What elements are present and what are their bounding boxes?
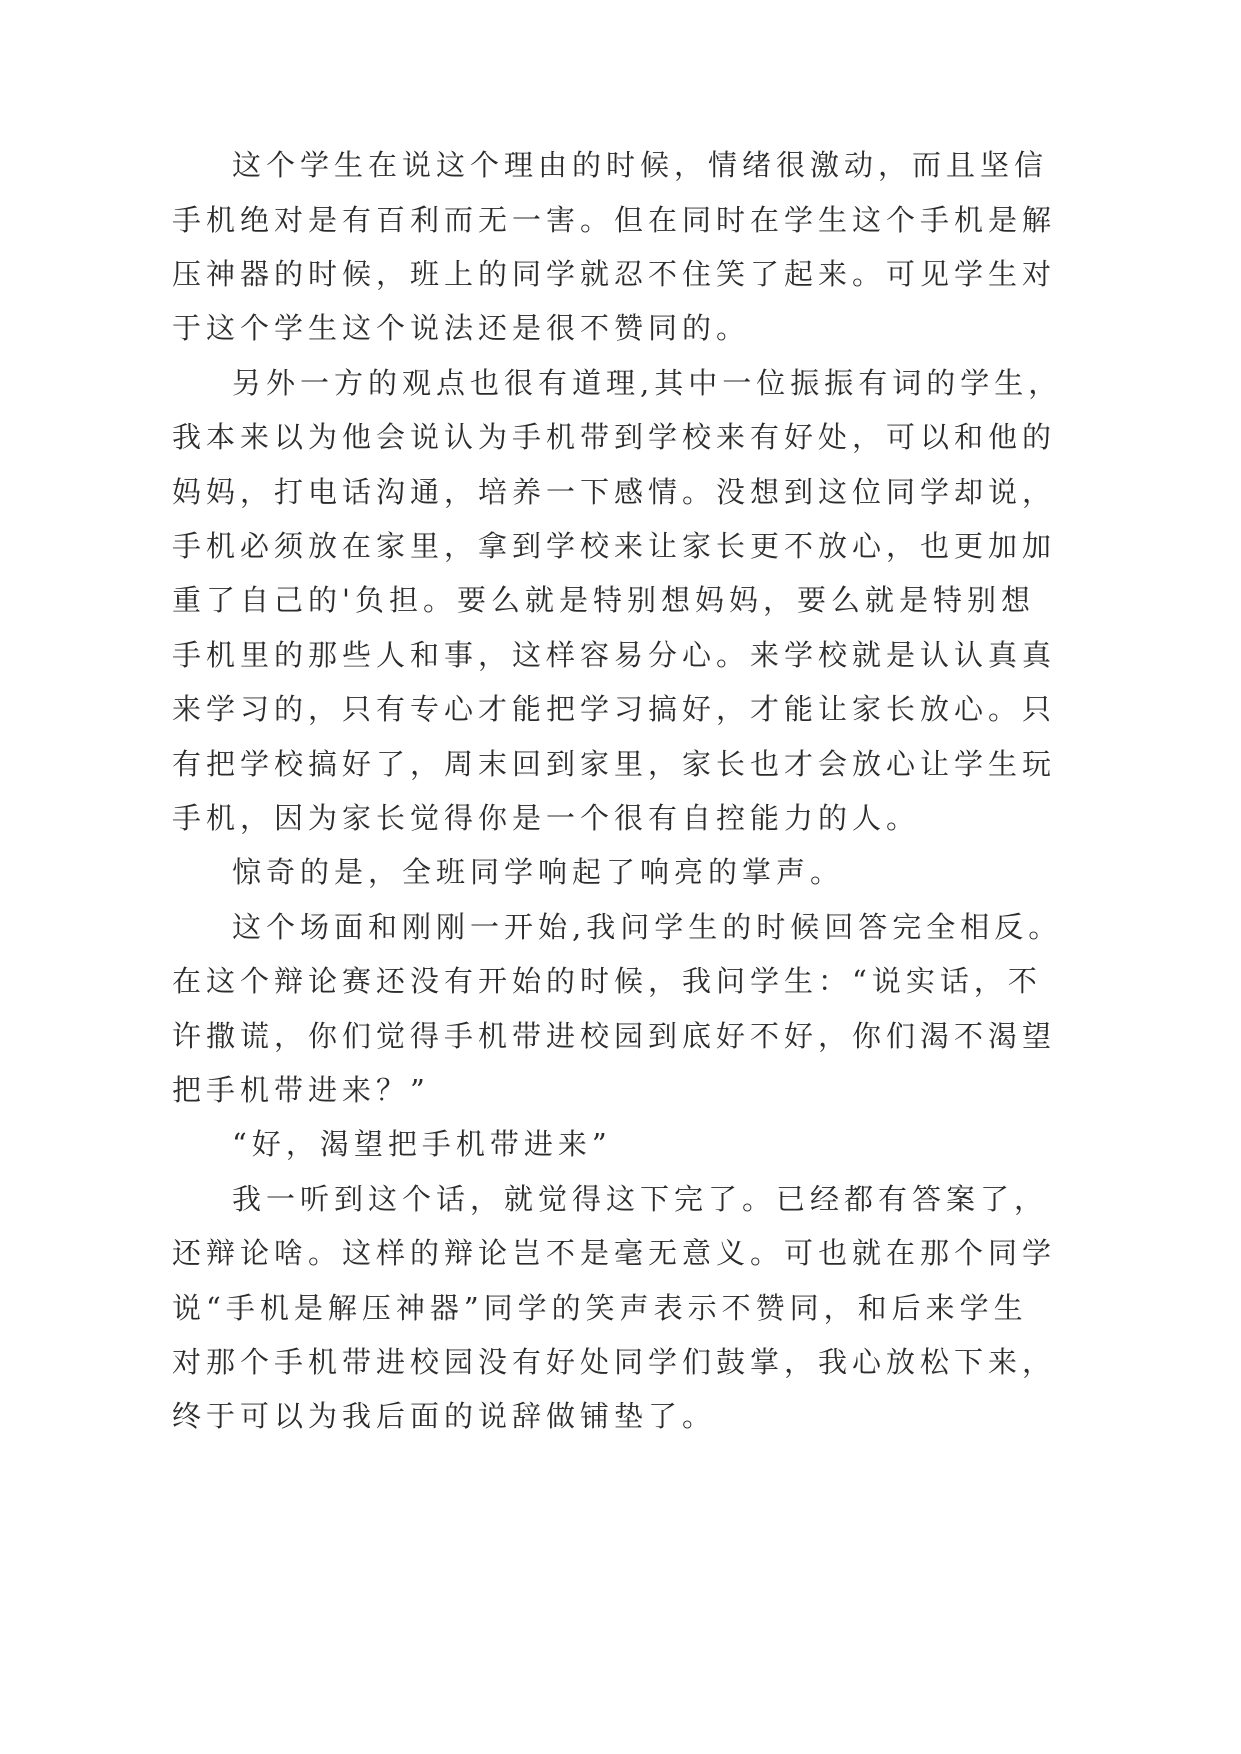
text-line: 另外一方的观点也很有道理,其中一位振振有词的学生， [232,366,1063,400]
text-line: 压神器的时候，班上的同学就忍不住笑了起来。可见学生对 [172,257,1057,291]
text-line: 手机里的那些人和事，这样容易分心。来学校就是认认真真 [172,638,1057,672]
text-line: 妈妈，打电话沟通，培养一下感情。没想到这位同学却说， [172,475,1057,509]
text-line: 我本来以为他会说认为手机带到学校来有好处，可以和他的 [172,420,1057,454]
text-line: 对那个手机带进校园没有好处同学们鼓掌，我心放松下来， [172,1345,1057,1379]
text-line: 终于可以为我后面的说辞做铺垫了。 [172,1399,717,1433]
text-line: 许撒谎，你们觉得手机带进校园到底好不好，你们渴不渴望 [172,1019,1057,1053]
text-line: 在这个辩论赛还没有开始的时候，我问学生：“说实话，不 [172,964,1042,998]
text-line: 还辩论啥。这样的辩论岂不是毫无意义。可也就在那个同学 [172,1236,1057,1270]
text-line: 这个学生在说这个理由的时候，情绪很激动，而且坚信 [232,148,1049,182]
text-line: 于这个学生这个说法还是很不赞同的。 [172,311,751,345]
text-line: 手机，因为家长觉得你是一个很有自控能力的人。 [172,801,921,835]
text-line: 把手机带进来？” [172,1073,430,1107]
text-line: 说“手机是解压神器”同学的笑声表示不赞同，和后来学生 [172,1291,1028,1325]
text-line: 重了自己的'负担。要么就是特别想妈妈，要么就是特别想 [172,583,1035,617]
text-line: 有把学校搞好了，周末回到家里，家长也才会放心让学生玩 [172,747,1057,781]
text-line: “好，渴望把手机带进来” [232,1127,612,1161]
text-line: 惊奇的是，全班同学响起了响亮的掌声。 [232,855,845,889]
text-line: 来学习的，只有专心才能把学习搞好，才能让家长放心。只 [172,692,1057,726]
text-line: 我一听到这个话，就觉得这下完了。已经都有答案了， [232,1182,1049,1216]
text-line: 手机绝对是有百利而无一害。但在同时在学生这个手机是解 [172,203,1057,237]
text-line: 手机必须放在家里，拿到学校来让家长更不放心，也更加加 [172,529,1057,563]
text-line: 这个场面和刚刚一开始,我问学生的时候回答完全相反。 [232,910,1063,944]
